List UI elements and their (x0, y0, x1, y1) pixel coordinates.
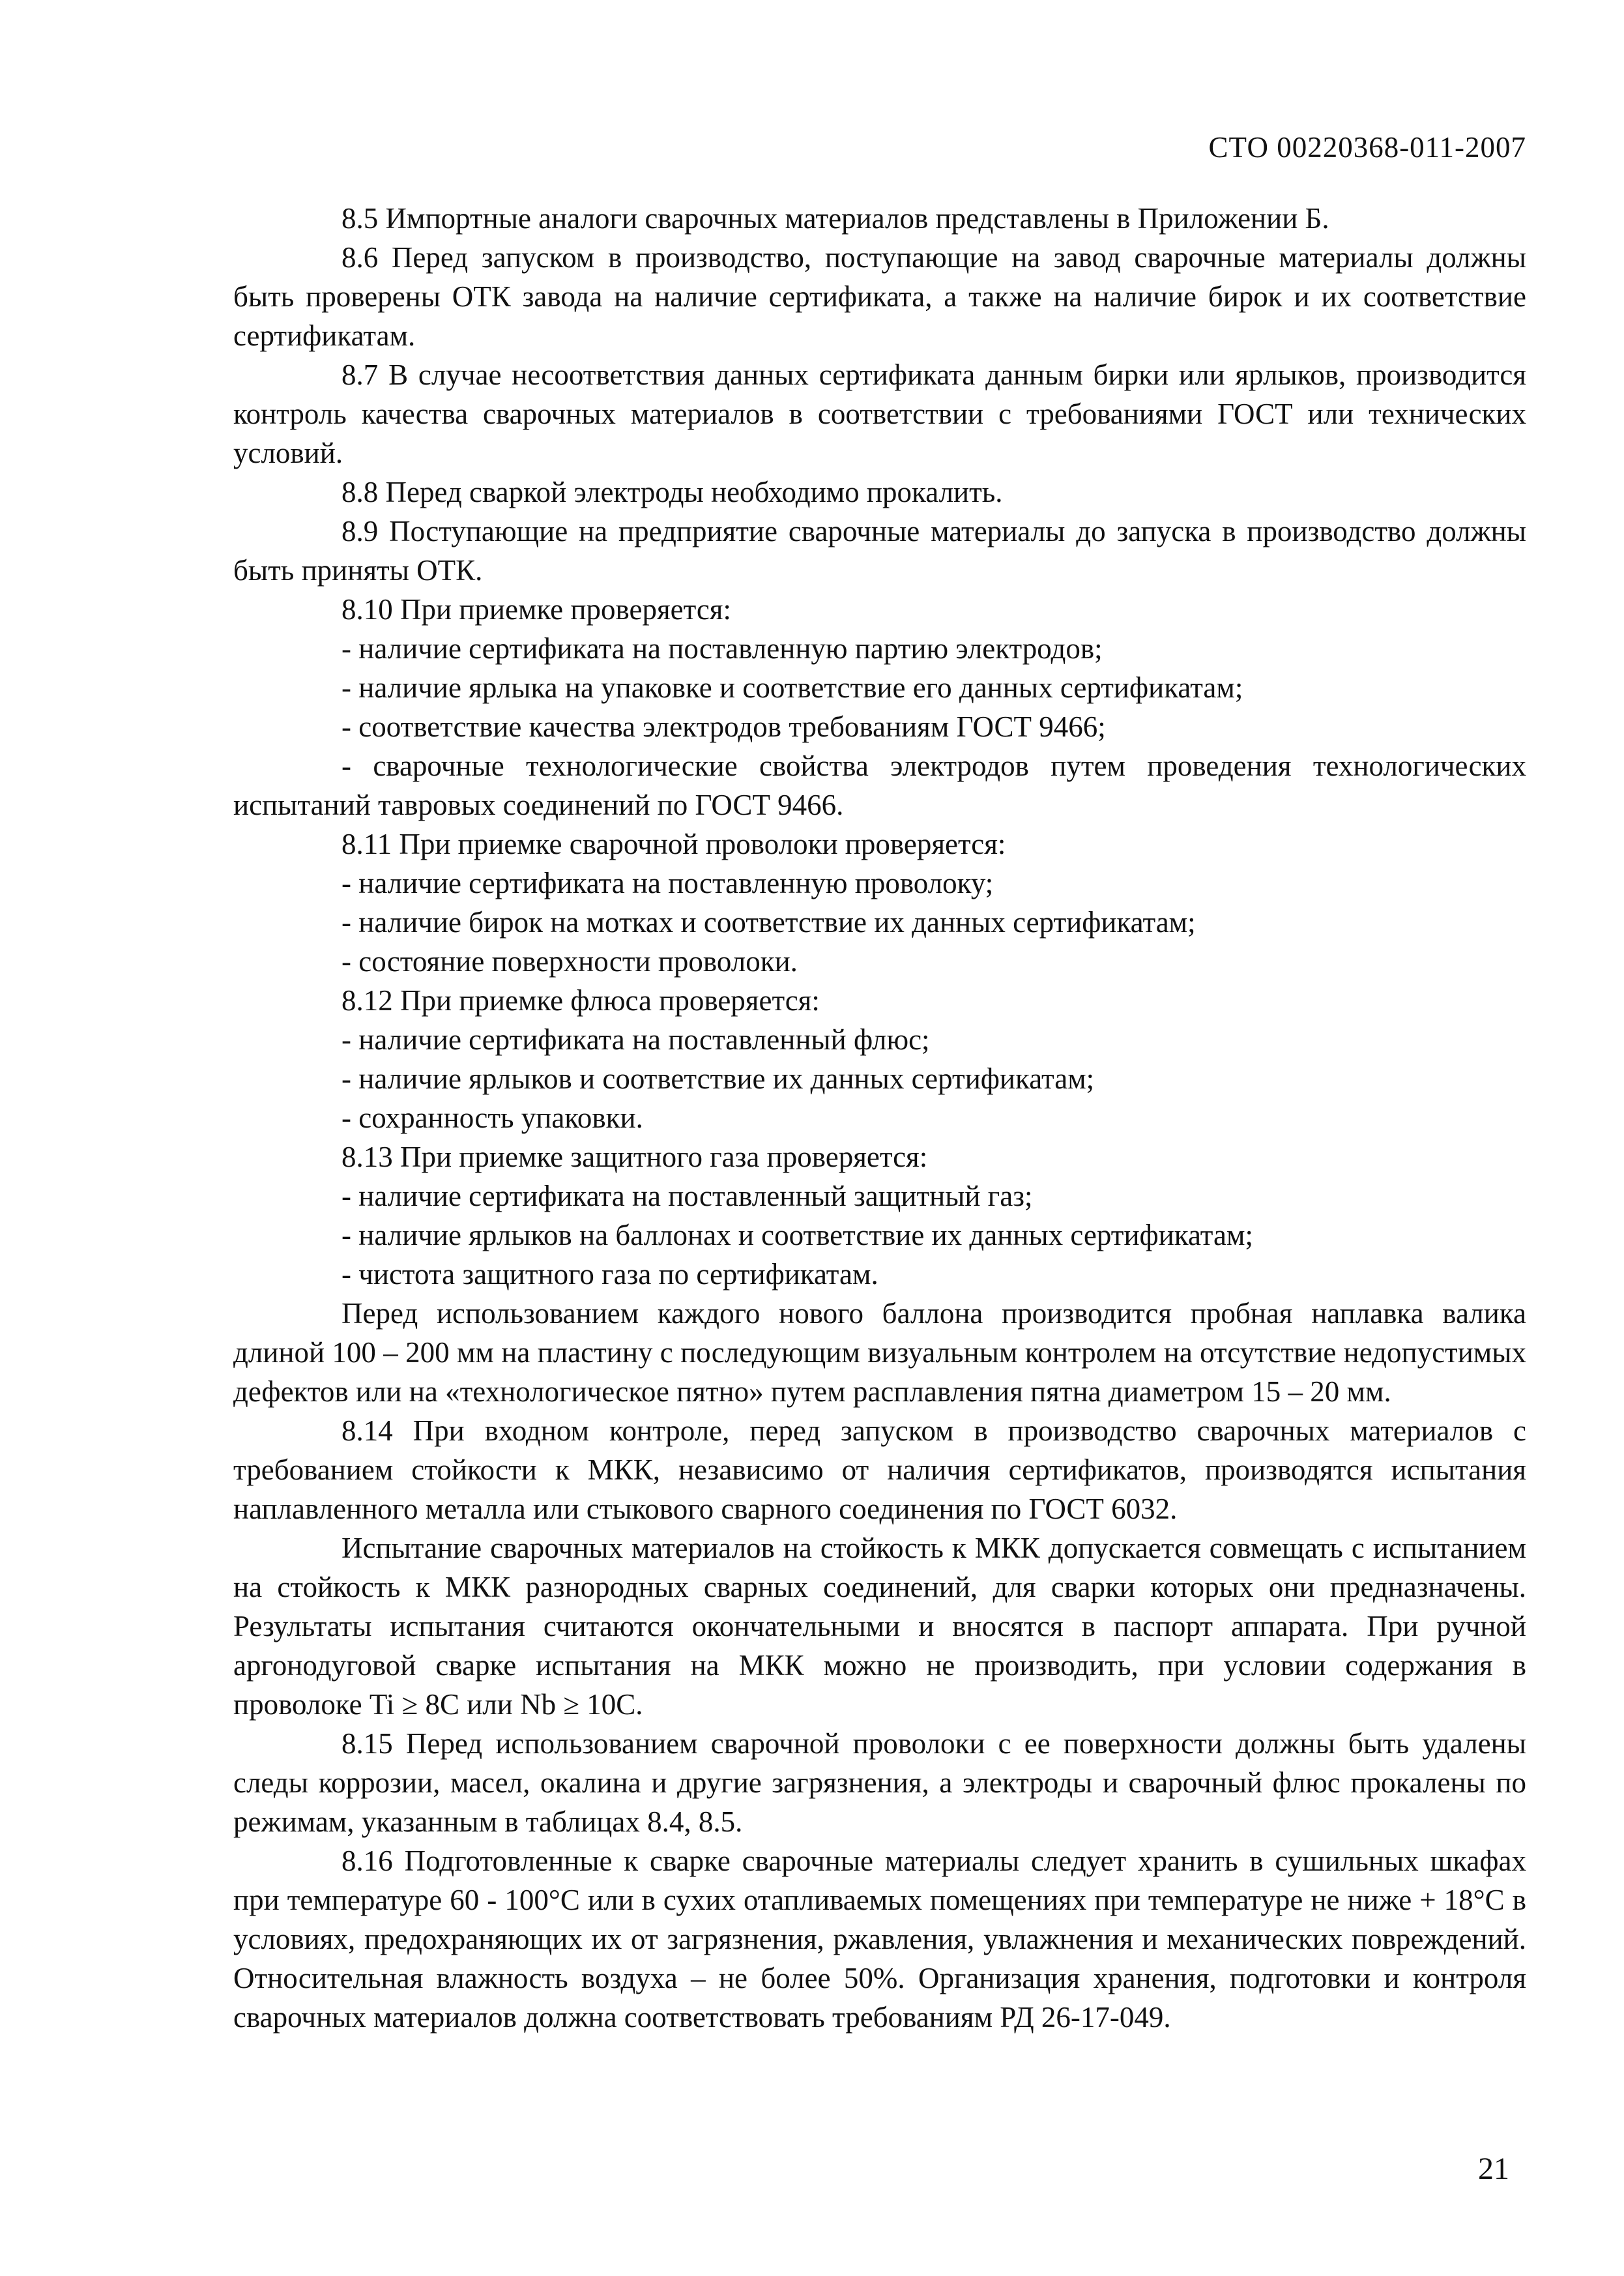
list-item: - наличие ярлыков на баллонах и соответствие их данных сертификатам; (341, 1219, 1253, 1251)
list-item: - сварочные технологические свойства электродов путем проведения технологических испытаний тавровых соединений по ГОСТ 9466. (233, 750, 1526, 821)
list-item: - наличие сертификата на поставленный защитный газ; (341, 1180, 1033, 1212)
paragraph-8-7: 8.7 В случае несоответствия данных сертификата данным бирки или ярлыков, производится контроль качества сварочных материалов в соответствии с требованиями ГОСТ или технических условий. (233, 358, 1526, 469)
list-item: - наличие ярлыков и соответствие их данных сертификатам; (341, 1062, 1095, 1095)
paragraph-8-14: 8.14 При входном контроле, перед запуском в производство сварочных материалов с требованием стойкости к МКК, независимо от наличия сертификатов, производятся испытания наплавленного металла или стыкового сварного соединения по ГОСТ 6032. (233, 1414, 1526, 1525)
paragraph-8-8: 8.8 Перед сваркой электроды необходимо прокалить. (341, 476, 1003, 508)
list-item: - наличие сертификата на поставленную партию электродов; (341, 632, 1103, 665)
document-code: СТО 00220368-011-2007 (1208, 131, 1526, 164)
paragraph-8-9: 8.9 Поступающие на предприятие сварочные материалы до запуска в производство должны быть приняты ОТК. (233, 515, 1526, 587)
paragraph-8-16: 8.16 Подготовленные к сварке сварочные материалы следует хранить в сушильных шкафах при температуре 60 - 100°С или в сухих отапливаемых помещениях при температуре не ниже + 18°С в условиях, предохраняющих их от загрязнения, ржавления, увлажнения и механических повреждений. Относительная влажность воздуха – не более 50%. Организация хранения, подготовки и контроля сварочных материалов должна соответствовать требованиям РД 26-17-049. (233, 1845, 1526, 2034)
page-number: 21 (1478, 2152, 1509, 2186)
list-item: - состояние поверхности проволоки. (341, 945, 798, 978)
list-item: - чистота защитного газа по сертификатам. (341, 1258, 878, 1291)
paragraph-8-12: 8.12 При приемке флюса проверяется: (341, 984, 820, 1017)
list-item: - наличие бирок на мотках и соответствие их данных сертификатам; (341, 906, 1196, 939)
paragraph-8-11: 8.11 При приемке сварочной проволоки проверяется: (341, 828, 1006, 860)
paragraph-8-15: 8.15 Перед использованием сварочной проволоки с ее поверхности должны быть удалены следы коррозии, масел, окалина и другие загрязнения, а электроды и сварочный флюс прокалены по режимам, указанным в таблицах 8.4, 8.5. (233, 1727, 1526, 1838)
list-item: - наличие сертификата на поставленную проволоку; (341, 867, 994, 899)
paragraph-mkk-test: Испытание сварочных материалов на стойкость к МКК допускается совмещать с испытанием на стойкость к МКК разнородных сварных соединений, для сварки которых они предназначены. Результаты испытания считаются окончательными и вносятся в паспорт аппарата. При ручной аргонодуговой сварке испытания на МКК можно не производить, при условии содержания в проволоке Ti ≥ 8C или Nb ≥ 10C. (233, 1532, 1526, 1721)
list-item: - сохранность упаковки. (341, 1102, 643, 1134)
list-item: - наличие сертификата на поставленный флюс; (341, 1023, 930, 1056)
paragraph-8-6: 8.6 Перед запуском в производство, поступающие на завод сварочные материалы должны быть проверены ОТК завода на наличие сертификата, а также на наличие бирок и их соответствие сертификатам. (233, 241, 1526, 352)
paragraph-gas-test: Перед использованием каждого нового баллона производится пробная наплавка валика длиной 100 – 200 мм на пластину с последующим визуальным контролем на отсутствие недопустимых дефектов или на «технологическое пятно» путем расплавления пятна диаметром 15 – 20 мм. (233, 1297, 1526, 1408)
paragraph-8-10: 8.10 При приемке проверяется: (341, 593, 732, 626)
paragraph-8-13: 8.13 При приемке защитного газа проверяется: (341, 1141, 928, 1173)
document-body (233, 199, 1526, 2037)
paragraph-8-5: 8.5 Импортные аналоги сварочных материалов представлены в Приложении Б. (341, 202, 1329, 235)
list-item: - наличие ярлыка на упаковке и соответствие его данных сертификатам; (341, 671, 1243, 704)
list-item: - соответствие качества электродов требованиям ГОСТ 9466; (341, 710, 1106, 743)
